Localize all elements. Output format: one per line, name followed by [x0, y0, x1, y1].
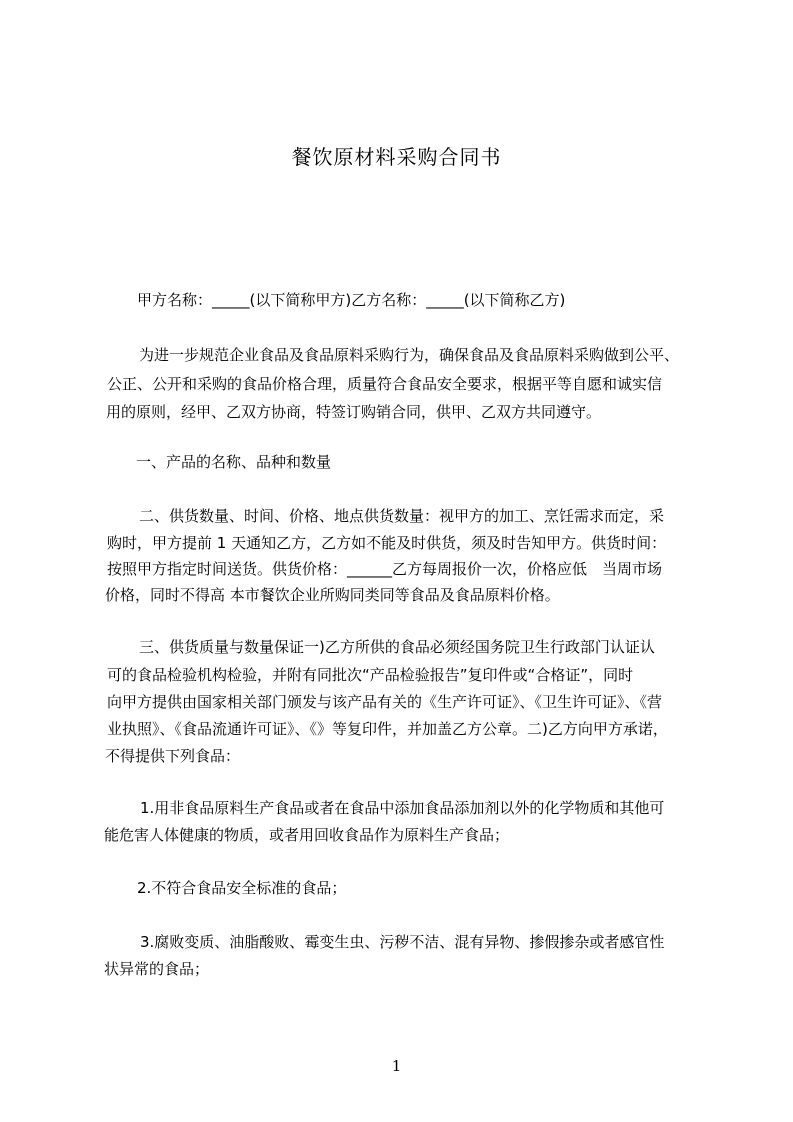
section-line: 按照甲方指定时间送货。供货价格：______乙方每周报价一次，价格应低 当周市场 — [107, 560, 663, 578]
section-line: 二、供货数量、时间、价格、地点供货数量：视甲方的加工、烹饪需求而定，采 — [139, 507, 665, 525]
section-line: 价格，同时不得高 本市餐饮企业所购同类同等食品及食品原料价格。 — [105, 586, 560, 604]
list-item: 状异常的食品； — [104, 960, 210, 978]
section-line: 业执照》、《食品流通许可证》、《》等复印件，并加盖乙方公章。二)乙方向甲方承诺， — [107, 720, 668, 738]
document-title: 餐饮原材料采购合同书 — [291, 145, 502, 169]
section-line: 购时，甲方提前 1 天通知乙方，乙方如不能及时供货，须及时告知甲方。供货时间： — [107, 534, 667, 552]
intro-line: 为进一步规范企业食品及食品原料采购行为，确保食品及食品原料采购做到公平、 — [139, 346, 680, 364]
section-line: 向甲方提供由国家相关部门颁发与该产品有关的《生产许可证》、《卫生许可证》、《营 — [107, 693, 663, 711]
section-heading: 一、产品的名称、品种和数量 — [136, 453, 332, 471]
list-item: 3.腐败变质、油脂酸败、霉变生虫、污秽不洁、混有异物、掺假掺杂或者感官性 — [140, 933, 665, 951]
list-item: 1.用非食品原料生产食品或者在食品中添加食品添加剂以外的化学物质和其他可 — [140, 799, 665, 817]
section-line: 不得提供下列食品： — [105, 747, 241, 765]
list-item: 2.不符合食品安全标准的食品； — [137, 879, 347, 897]
section-line: 可的食品检验机构检验，并附有同批次“产品检验报告”复印件或“合格证”，同时 — [107, 666, 634, 684]
intro-line: 用的原则，经甲、乙双方协商，特签订购销合同，供甲、乙双方共同遵守。 — [106, 403, 602, 421]
page-number: 1 — [391, 1057, 402, 1075]
intro-line: 公正、公开和采购的食品价格合理，质量符合食品安全要求，根据平等自愿和诚实信 — [107, 375, 663, 393]
parties-line: 甲方名称：_____(以下简称甲方)乙方名称：_____(以下简称乙方) — [137, 291, 566, 309]
list-item: 能危害人体健康的物质，或者用回收食品作为原料生产食品； — [104, 826, 510, 844]
section-line: 三、供货质量与数量保证一)乙方所供的食品必须经国务院卫生行政部门认证认 — [139, 638, 655, 656]
